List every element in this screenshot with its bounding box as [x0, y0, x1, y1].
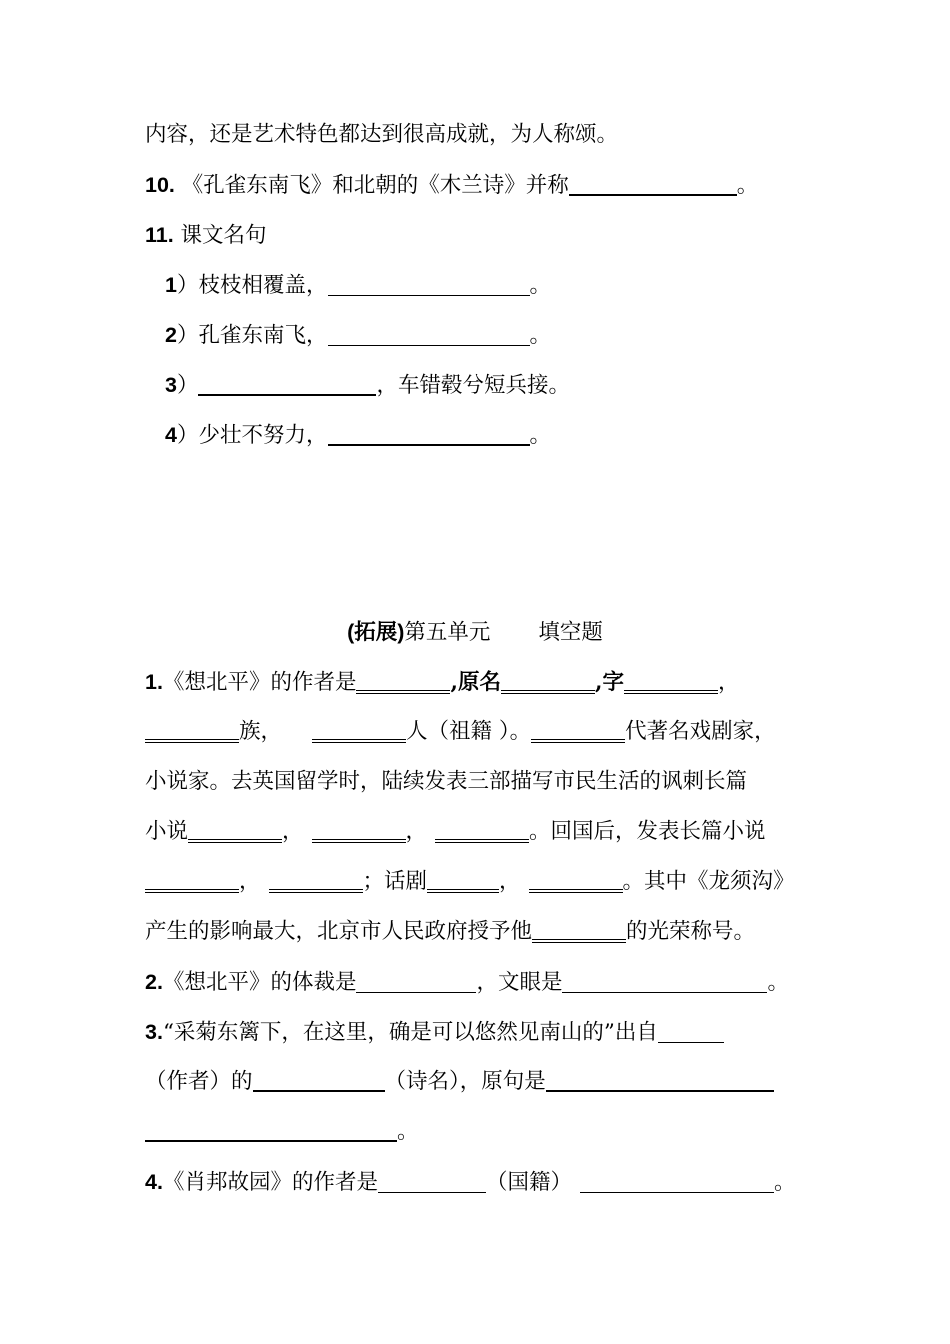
question-text: 《孔雀东南飞》和北朝的《木兰诗》并称	[181, 173, 569, 198]
punctuation: ，	[282, 819, 304, 844]
question-text: 代著名戏剧家，	[625, 719, 776, 744]
question-11	[145, 220, 805, 251]
answer-blank[interactable]	[312, 717, 406, 743]
question-text: 。其中《龙须沟》	[622, 869, 795, 894]
section-unit: 第五单元	[404, 620, 491, 645]
question-text: 族，	[239, 719, 283, 744]
answer-blank[interactable]	[546, 1068, 774, 1092]
section-prefix: (拓展)	[347, 620, 405, 644]
question-text: 《肖邦故园》的作者是	[162, 1170, 378, 1195]
sub-item-2	[165, 320, 805, 351]
question-text: ；话剧	[362, 869, 428, 894]
question-text: 人（祖籍 ）。	[406, 719, 532, 744]
answer-blank[interactable]	[531, 717, 625, 743]
question-text: 《想北平》的作者是	[162, 670, 357, 695]
question-4	[145, 1167, 805, 1198]
question-3-line-1	[145, 1017, 805, 1048]
question-text: （诗名），原句是	[384, 1069, 546, 1094]
question-text: 小说	[145, 819, 189, 844]
answer-blank[interactable]	[501, 668, 595, 694]
sub-item-number: 2	[165, 323, 177, 347]
question-number: 10.	[145, 173, 175, 197]
punctuation: 。	[773, 1170, 796, 1195]
punctuation: 。	[767, 970, 789, 995]
punctuation: 。	[397, 1119, 419, 1144]
answer-blank[interactable]	[624, 668, 718, 694]
answer-blank[interactable]	[435, 817, 529, 843]
question-text: 的光荣称号。	[626, 919, 756, 944]
answer-blank[interactable]	[145, 1118, 397, 1142]
paren: ）	[176, 273, 199, 298]
question-10	[145, 170, 805, 201]
question-text: 。回国后，发表长篇小说	[529, 819, 766, 844]
answer-blank[interactable]	[145, 867, 239, 893]
answer-blank[interactable]	[328, 422, 530, 446]
q1-line-4	[145, 817, 805, 847]
question-text: “采菊东篱下，在这里，确是可以悠然见南山的”出自	[162, 1020, 658, 1045]
sub-item-number: 1	[165, 273, 177, 297]
answer-blank[interactable]	[312, 817, 406, 843]
section-type: 填空题	[538, 620, 603, 645]
answer-blank[interactable]	[658, 1020, 724, 1043]
question-number: 3.	[145, 1020, 163, 1044]
sub-item-text: 少壮不努力，	[198, 423, 328, 448]
question-text: ，文眼是	[476, 970, 563, 995]
question-text: 《想北平》的体裁是	[162, 970, 357, 995]
section-title	[0, 617, 950, 648]
punctuation: ，	[239, 869, 261, 894]
paren: ）	[176, 373, 199, 398]
sub-item-number: 4	[165, 423, 177, 447]
answer-blank[interactable]	[529, 867, 623, 893]
question-2	[145, 967, 805, 998]
continuation-line	[145, 120, 805, 150]
question-number: 2.	[145, 970, 163, 994]
q1-line-2	[145, 717, 805, 747]
question-number: 1.	[145, 670, 163, 694]
q1-line-3	[145, 767, 805, 797]
punctuation: 。	[529, 323, 552, 348]
answer-blank[interactable]	[580, 1170, 774, 1193]
question-text: 小说家。去英国留学时，陆续发表三部描写市民生活的讽刺长篇	[145, 769, 748, 794]
answer-blank[interactable]	[188, 817, 282, 843]
question-3-line-2	[145, 1067, 805, 1097]
q1-line-1	[145, 667, 805, 698]
answer-blank[interactable]	[532, 917, 626, 943]
continuation-text: 内容，还是艺术特色都达到很高成就，为人称颂。	[145, 122, 619, 147]
q1-line-6	[145, 917, 805, 947]
sub-item-3	[165, 370, 805, 401]
answer-blank[interactable]	[562, 970, 767, 993]
question-3-line-3	[145, 1117, 805, 1147]
punctuation: ，	[499, 869, 521, 894]
answer-blank[interactable]	[356, 970, 476, 993]
answer-blank[interactable]	[253, 1068, 385, 1092]
sub-item-1	[165, 270, 805, 301]
punctuation: ，	[717, 670, 740, 695]
answer-blank[interactable]	[269, 867, 363, 893]
answer-blank[interactable]	[198, 372, 376, 396]
question-text: （作者）的	[145, 1069, 253, 1094]
answer-blank[interactable]	[145, 717, 239, 743]
sub-item-text: 枝枝相覆盖，	[198, 273, 328, 298]
answer-blank[interactable]	[356, 668, 450, 694]
question-number: 11.	[145, 223, 174, 247]
paren: ）	[176, 323, 199, 348]
answer-blank[interactable]	[427, 867, 499, 893]
punctuation: 。	[529, 423, 552, 448]
sub-item-number: 3	[165, 373, 177, 397]
answer-blank[interactable]	[328, 273, 530, 296]
punctuation: 。	[736, 173, 759, 198]
q1-line-5	[145, 867, 805, 897]
punctuation: 。	[529, 273, 552, 298]
sub-item-text: ，车错毂兮短兵接。	[376, 373, 570, 398]
question-text: 产生的影响最大，北京市人民政府授予他	[145, 919, 533, 944]
sub-item-text: 孔雀东南飞，	[198, 323, 328, 348]
question-text: ,原名	[450, 670, 501, 695]
answer-blank[interactable]	[569, 172, 737, 196]
question-text: ,字	[594, 670, 624, 695]
question-number: 4.	[145, 1170, 163, 1194]
question-text: 课文名句	[180, 223, 267, 248]
sub-item-4	[165, 420, 805, 451]
question-text: （国籍）	[485, 1170, 572, 1195]
answer-blank[interactable]	[328, 323, 530, 346]
answer-blank[interactable]	[378, 1170, 486, 1193]
paren: ）	[176, 423, 199, 448]
punctuation: ，	[405, 819, 428, 844]
